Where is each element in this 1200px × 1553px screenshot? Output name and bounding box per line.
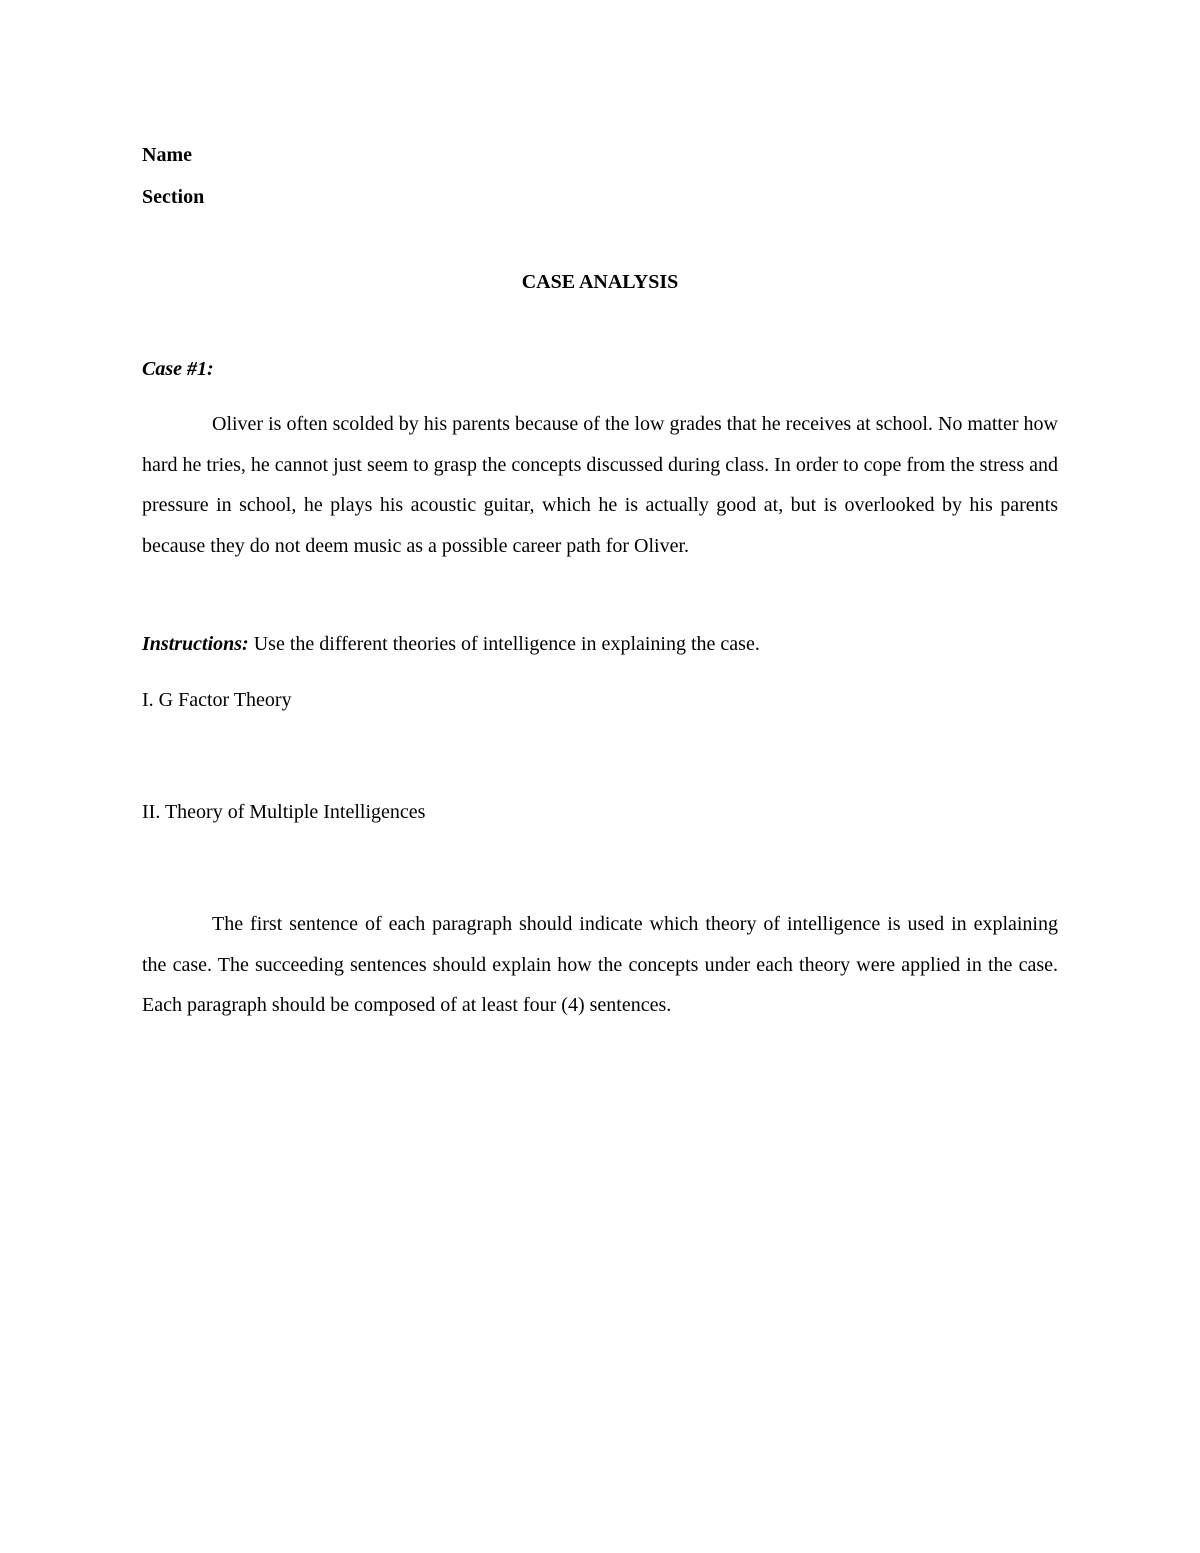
- closing-paragraph: The first sentence of each paragraph should indicate which theory of intelligence is used in explaining the case. The succeeding sentences should explain how the concepts under each theory were applied in the case. Each paragraph should be composed of at least four (4) sentences.: [142, 913, 1058, 1017]
- name-label: Name: [142, 144, 192, 166]
- instructions-label: Instructions:: [142, 633, 249, 655]
- instructions-line: [142, 632, 760, 656]
- case-label: Case #1:: [142, 358, 214, 380]
- section-heading-multiple-intelligences: II. Theory of Multiple Intelligences: [142, 801, 426, 823]
- case-paragraph: Oliver is often scolded by his parents because of the low grades that he receives at school. No matter how hard he tries, he cannot just seem to grasp the concepts discussed during class. In order to cope from the stress and pressure in school, he plays his acoustic guitar, which he is actually good at, but is overlooked by his parents because they do not deem music as a possible career path for Oliver.: [142, 413, 1058, 558]
- section-label: Section: [142, 186, 205, 208]
- section-heading-g-factor: I. G Factor Theory: [142, 689, 292, 711]
- instructions-text: Use the different theories of intelligence in explaining the case.: [248, 633, 760, 655]
- document-title: CASE ANALYSIS: [521, 271, 679, 293]
